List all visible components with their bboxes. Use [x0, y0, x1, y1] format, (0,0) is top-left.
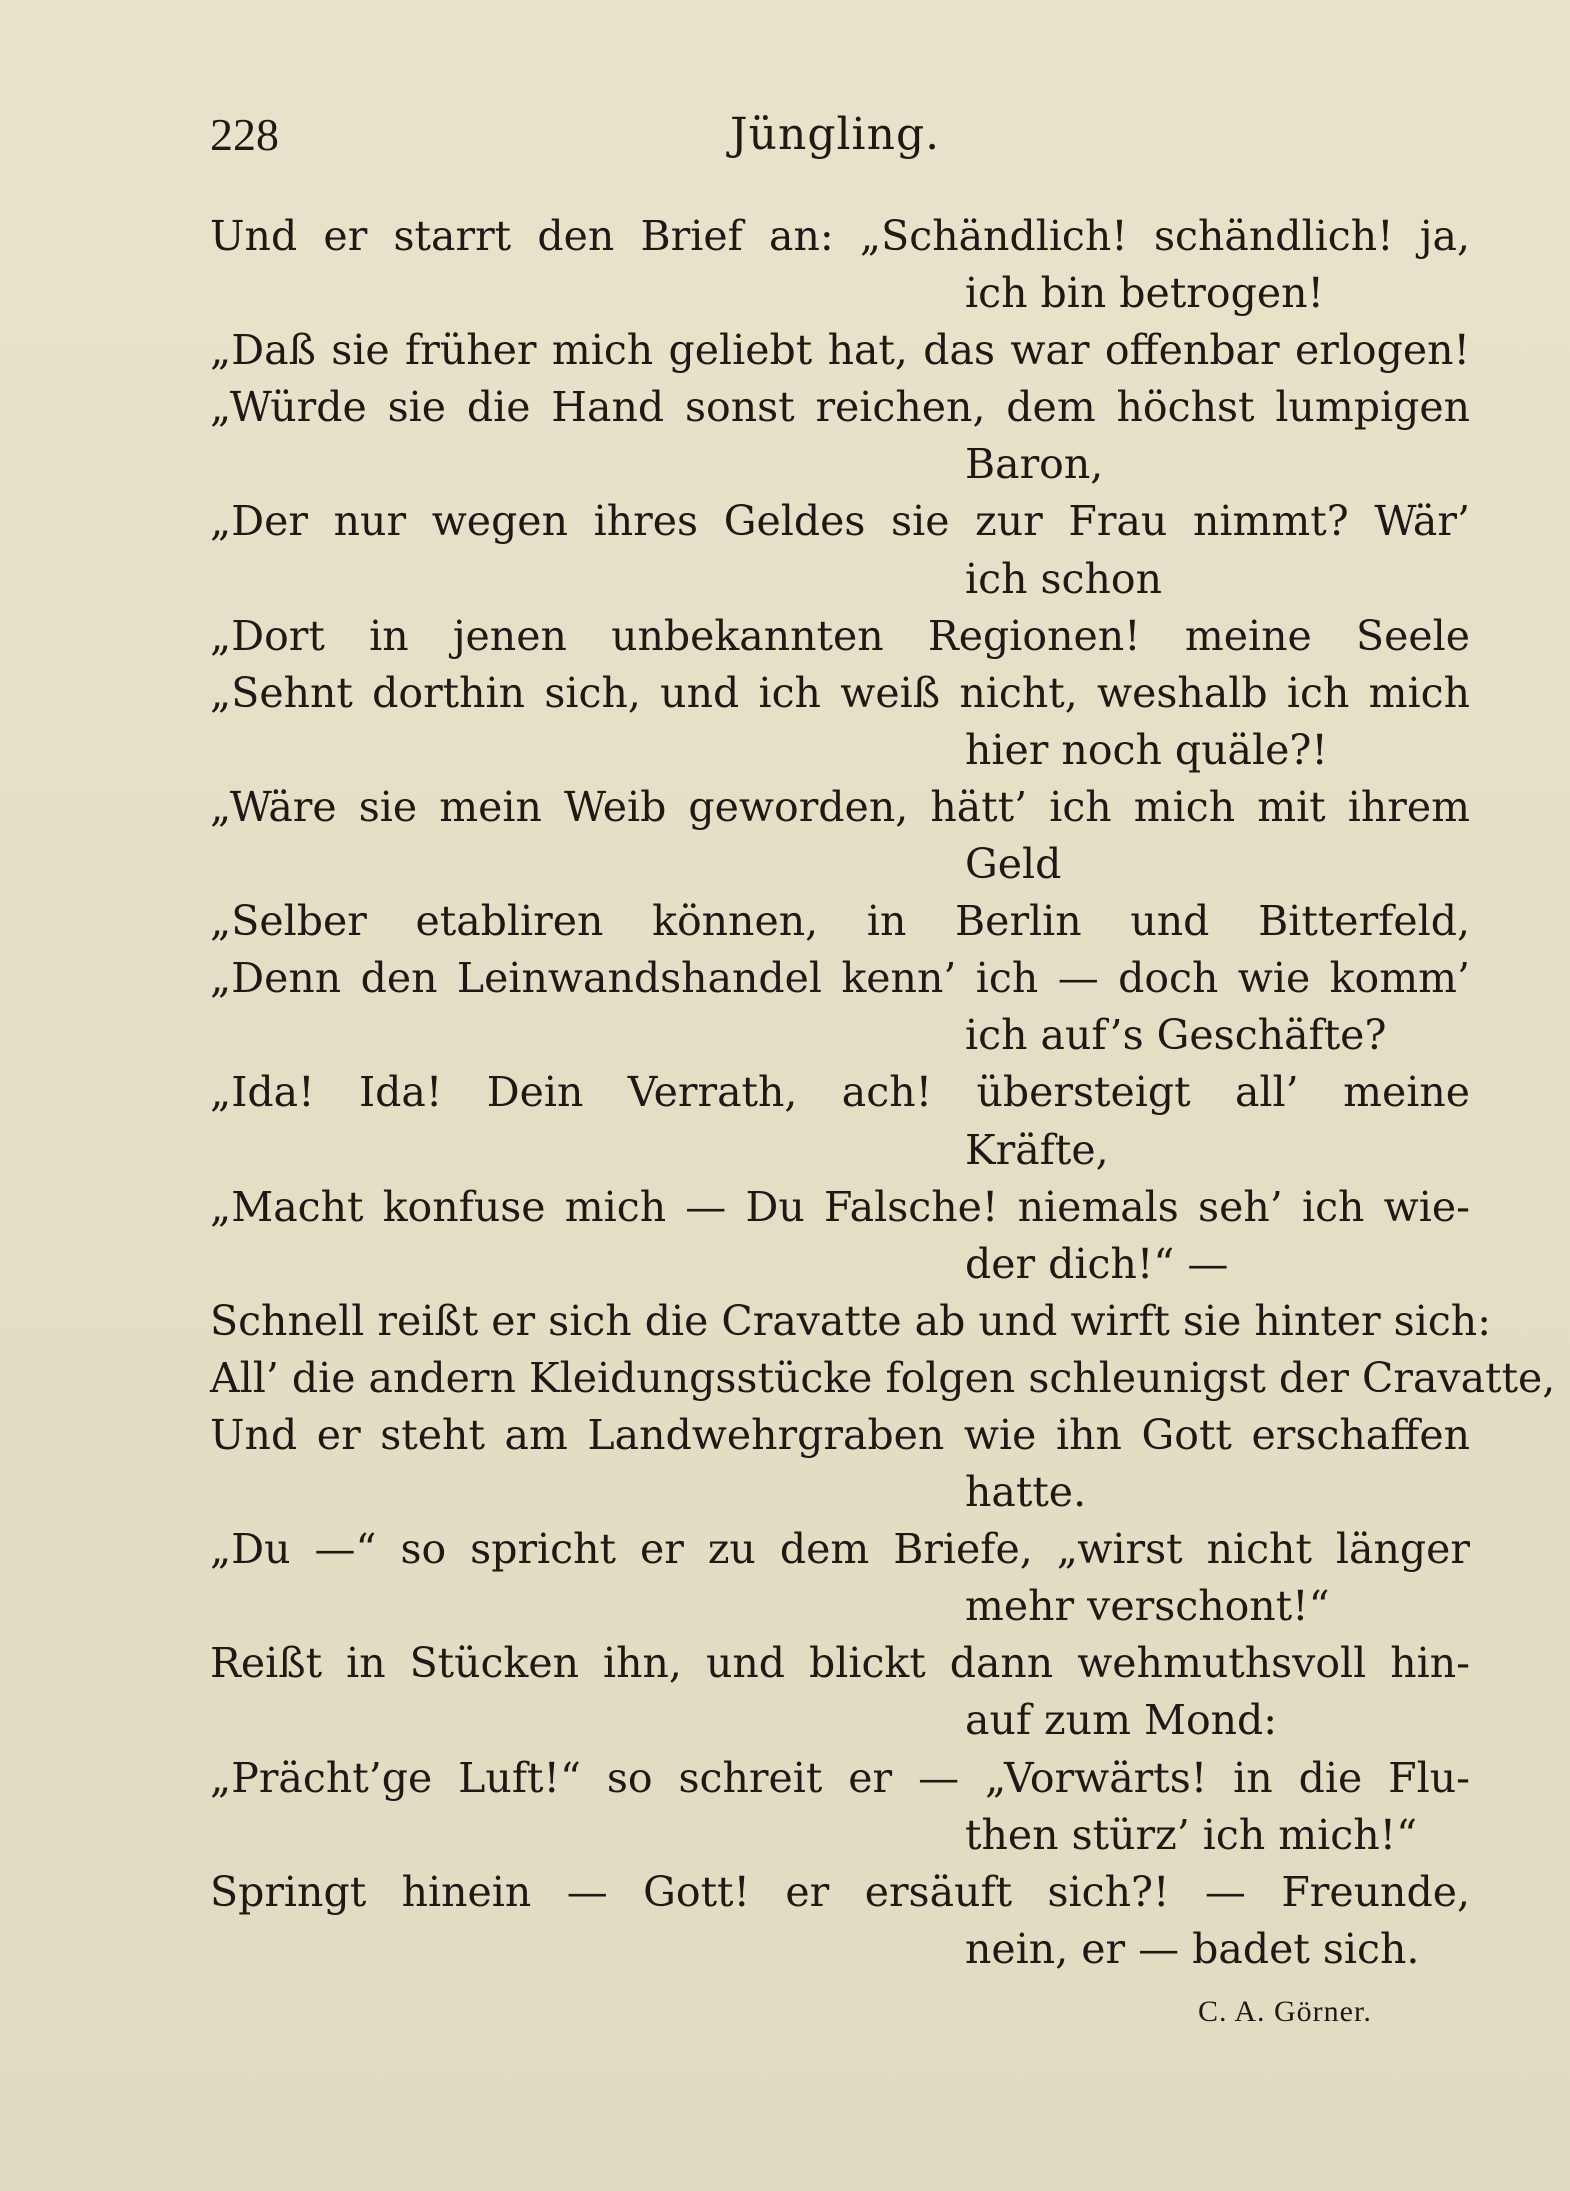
poem-line-continuation — [210, 265, 1470, 322]
poem-line — [210, 608, 1470, 665]
poem-line-text: „Sehnt dorthin sich, und ich weiß nicht, weshalb ich mich — [210, 668, 1470, 717]
poem-line — [210, 208, 1470, 265]
poem-line-text: „Du —“ so spricht er zu dem Briefe, „wirst nicht länger — [210, 1525, 1470, 1574]
poem-line-text: Und er steht am Landwehrgraben wie ihn Gott erschaffen — [210, 1410, 1470, 1459]
poem-line-text: then stürz’ ich mich!“ — [965, 1810, 1418, 1859]
poem-line-text: „Daß sie früher mich geliebt hat, das war offenbar erlogen! — [210, 326, 1470, 375]
poem-line-text: Geld — [965, 840, 1062, 889]
poem-line-text: mehr verschont!“ — [965, 1582, 1330, 1631]
poem-line-text: Baron, — [965, 440, 1104, 489]
poem-line-continuation — [210, 1921, 1470, 1978]
poem-line-continuation — [210, 1807, 1470, 1864]
poem-line — [210, 379, 1470, 436]
poem-line-text: hier noch quäle?! — [965, 725, 1328, 774]
poem-line-text: ich schon — [965, 554, 1163, 603]
page-header — [210, 100, 1470, 170]
poem-line — [210, 950, 1470, 1007]
poem-line — [210, 1179, 1470, 1236]
poem-line-continuation — [210, 1236, 1470, 1293]
poem-line-text: hatte. — [965, 1468, 1087, 1517]
poem-line — [210, 1750, 1470, 1807]
poem-line-text: Schnell reißt er sich die Cravatte ab und wirft sie hinter sich: — [210, 1296, 1492, 1345]
poem-line — [210, 1864, 1470, 1921]
poem-line-text: Springt hinein — Gott! er ersäuft sich?! — Freunde, — [210, 1867, 1470, 1916]
poem-line-continuation — [210, 1692, 1470, 1749]
poem-line-text: Kräfte, — [965, 1125, 1109, 1174]
poem-line-text: Und er starrt den Brief an: „Schändlich! schändlich! ja, — [210, 212, 1470, 260]
poem-line-text: „Würde sie die Hand sonst reichen, dem höchst lumpigen — [210, 383, 1470, 432]
poem-line-text: der dich!“ — — [965, 1239, 1229, 1288]
poem-body — [210, 208, 1556, 1978]
poem-line-text: All’ die andern Kleidungsstücke folgen schleunigst der Cravatte, — [210, 1353, 1556, 1402]
poem-line — [210, 1293, 1492, 1350]
poem-line-text: „Selber etabliren können, in Berlin und Bitterfeld, — [210, 897, 1470, 946]
poem-line-text: „Denn den Leinwandshandel kenn’ ich — doch wie komm’ — [210, 954, 1470, 1003]
poem-line-text: „Ida! Ida! Dein Verrath, ach! übersteigt all’ meine — [210, 1068, 1470, 1117]
page-number: 228 — [210, 109, 279, 160]
poem-line — [210, 665, 1470, 722]
poem-line-continuation — [210, 1122, 1470, 1179]
poem-line-continuation — [210, 551, 1470, 608]
poem-line-text: nein, er — badet sich. — [965, 1924, 1420, 1973]
poem-line — [210, 779, 1470, 836]
poem-line-text: „Macht konfuse mich — Du Falsche! niemals seh’ ich wie- — [210, 1182, 1470, 1231]
poem-line-text: ich bin betrogen! — [965, 269, 1324, 318]
poem-line-text: auf zum Mond: — [965, 1696, 1278, 1745]
poem-line — [210, 322, 1470, 379]
poem-line-continuation — [210, 1578, 1470, 1635]
poem-line-text: „Dort in jenen unbekannten Regionen! meine Seele — [210, 611, 1470, 660]
poem-line-text: „Prächt’ge Luft!“ so schreit er — „Vorwärts! in die Flu- — [210, 1753, 1470, 1802]
poem-line-continuation — [210, 436, 1470, 493]
poem-line-text: ich auf’s Geschäfte? — [965, 1011, 1387, 1060]
poem-line — [210, 493, 1470, 550]
poem-line-continuation — [210, 1464, 1470, 1521]
poem-line-text: Reißt in Stücken ihn, und blickt dann wehmuthsvoll hin- — [210, 1639, 1470, 1688]
poem-line — [210, 1521, 1470, 1578]
poem-line-continuation — [210, 836, 1470, 893]
author-signature: C. A. Görner. — [1198, 1995, 1372, 2028]
poem-line — [210, 1407, 1470, 1464]
poem-line-continuation — [210, 1007, 1470, 1064]
poem-line — [210, 1350, 1556, 1407]
poem-line-continuation — [210, 722, 1470, 779]
running-head: Jüngling. — [730, 109, 941, 160]
poem-line — [210, 1064, 1470, 1121]
poem-line-text: „Wäre sie mein Weib geworden, hätt’ ich mich mit ihrem — [210, 782, 1470, 831]
poem-line-text: „Der nur wegen ihres Geldes sie zur Frau nimmt? Wär’ — [210, 497, 1470, 546]
poem-line — [210, 1635, 1470, 1692]
poem-line — [210, 893, 1470, 950]
